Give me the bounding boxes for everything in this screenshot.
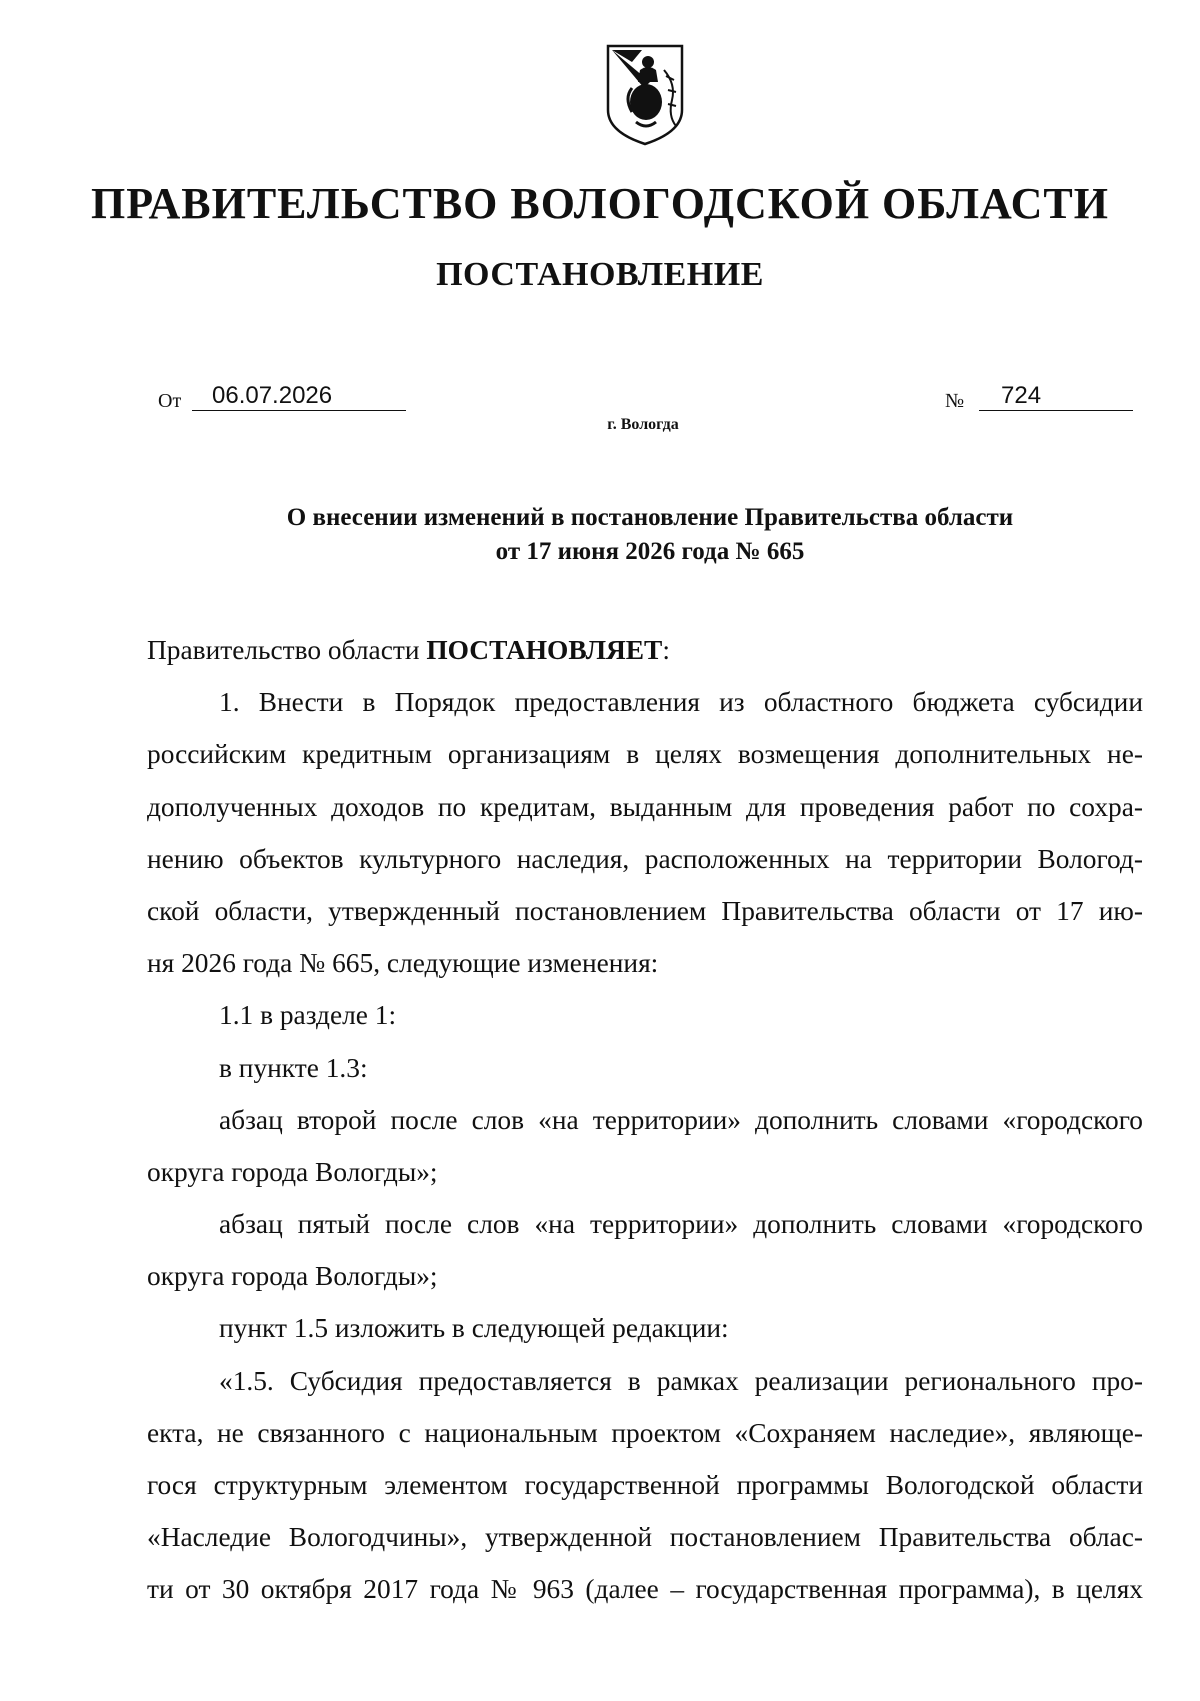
body-line: ской области, утвержденный постановлением Правительства области от 17 ию- (147, 895, 1143, 926)
intro-paragraph (147, 630, 1143, 682)
subject-line: О внесении изменений в постановление Правительства области (286, 504, 1014, 531)
document-date: 06.07.2026 (192, 382, 406, 411)
body-line: нению объектов культурного наследия, расположенных на территории Вологод- (147, 843, 1143, 874)
body-line: «1.5. Субсидия предоставляется в рамках реализации регионального про- (219, 1365, 1143, 1396)
subject-line: от 17 июня 2026 года № 665 (495, 538, 805, 565)
date-prefix: От (158, 390, 182, 412)
body-line: 1.1 в разделе 1: (219, 1000, 397, 1031)
body-line: дополученных доходов по кредитам, выданным для проведения работ по сохра- (147, 791, 1143, 822)
body-line: абзац пятый после слов «на территории» дополнить словами «городского (219, 1209, 1143, 1240)
body-line: абзац второй после слов «на территории» дополнить словами «городского (219, 1104, 1143, 1135)
document-body (147, 630, 1143, 1622)
resolves-keyword: ПОСТАНОВЛЯЕТ (426, 635, 663, 665)
body-line: ня 2026 года № 665, следующие изменения: (147, 948, 659, 979)
document-subject (150, 501, 1150, 569)
number-prefix: № (945, 390, 965, 412)
document-type-heading: ПОСТАНОВЛЕНИЕ (436, 256, 764, 293)
coat-of-arms-icon (602, 40, 688, 148)
body-line: 1. Внести в Порядок предоставления из областного бюджета субсидии (219, 687, 1143, 718)
body-line: ти от 30 октября 2017 года № 963 (далее – государственная программа), в целях (147, 1574, 1143, 1605)
intro-text: Правительство области (147, 635, 427, 665)
body-line: в пункте 1.3: (219, 1052, 368, 1083)
government-title: ПРАВИТЕЛЬСТВО ВОЛОГОДСКОЙ ОБЛАСТИ (91, 179, 1109, 228)
body-line: округа города Вологды»; (147, 1261, 438, 1292)
body-line: округа города Вологды»; (147, 1156, 438, 1187)
intro-colon: : (662, 635, 670, 665)
city-label: г. Вологда (607, 416, 679, 433)
body-line: «Наследие Вологодчины», утвержденной постановлением Правительства облас- (147, 1522, 1143, 1553)
body-line: пункт 1.5 изложить в следующей редакции: (219, 1313, 729, 1344)
body-line: российским кредитным организациям в целях возмещения дополнительных не- (147, 739, 1143, 770)
body-line: екта, не связанного с национальным проектом «Сохраняем наследие», являюще- (147, 1417, 1143, 1448)
document-number: 724 (979, 382, 1133, 411)
body-line: гося структурным элементом государственной программы Вологодской области (147, 1470, 1143, 1500)
